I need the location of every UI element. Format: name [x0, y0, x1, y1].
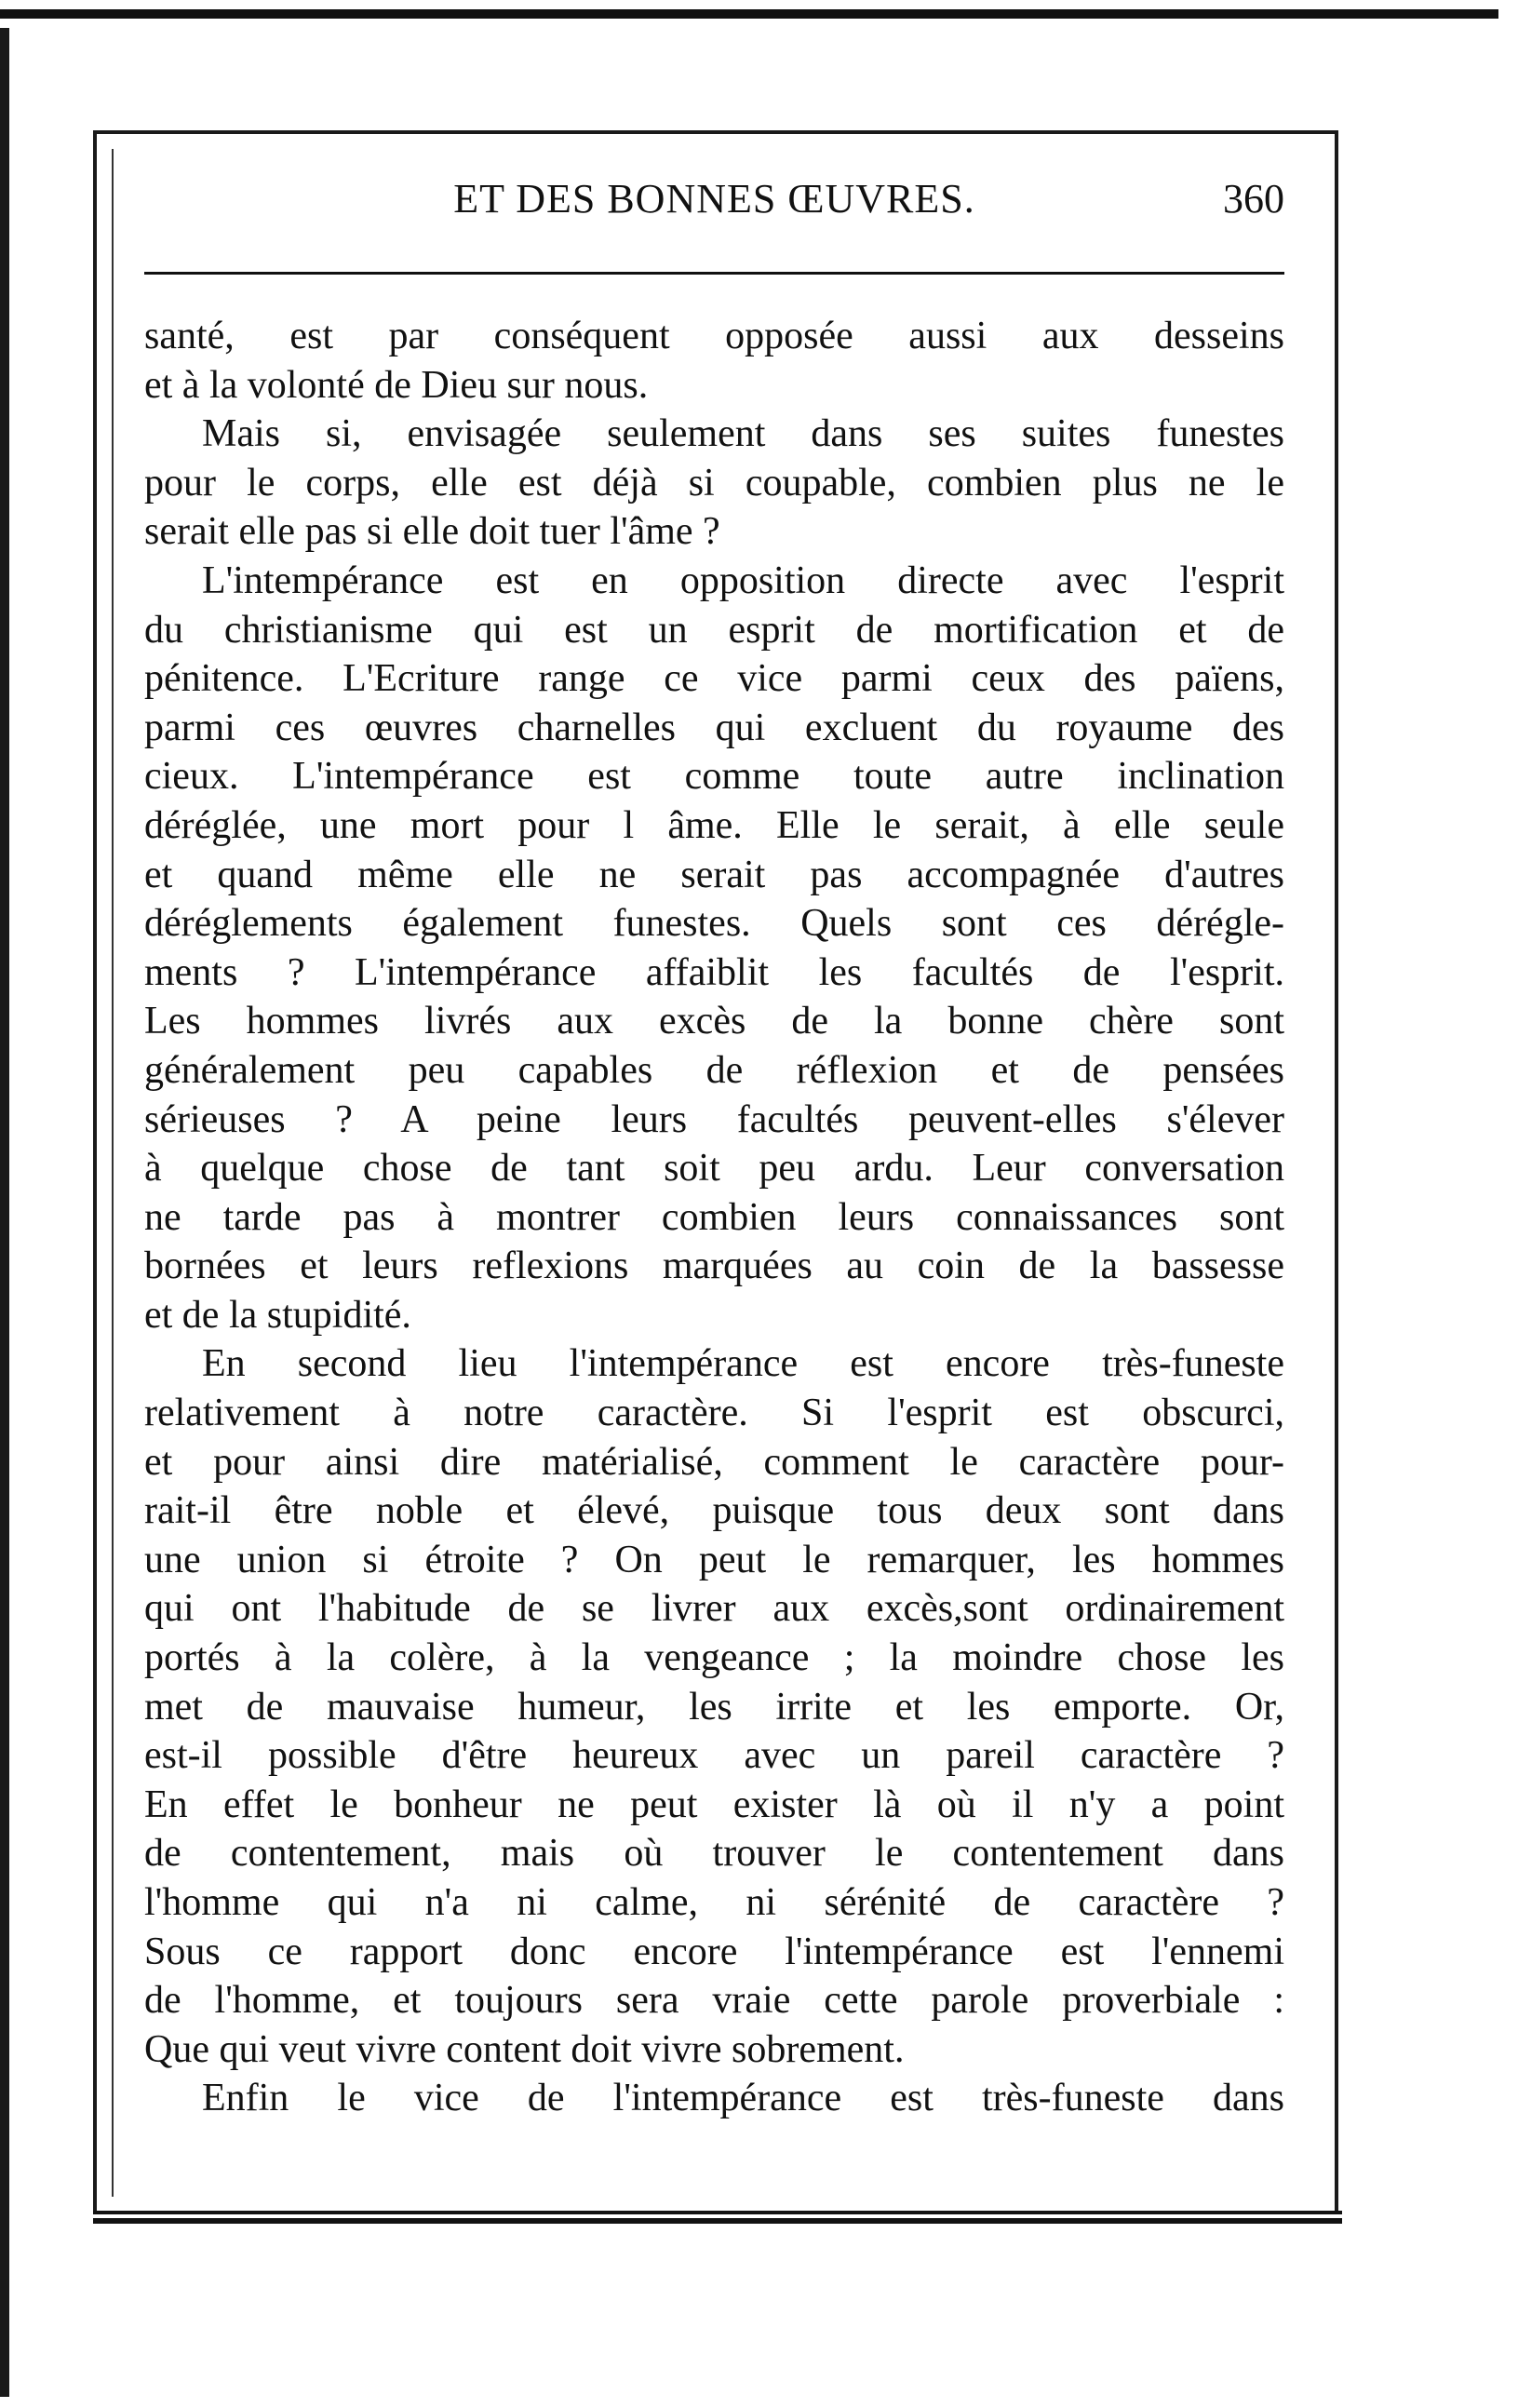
text-line: cieux. L'intempérance est comme toute autre inclination [144, 755, 1284, 799]
text-line: à quelque chose de tant soit peu ardu. Leur conversation [144, 1147, 1284, 1191]
text-line: santé, est par conséquent opposée aussi aux desseins [144, 315, 1284, 357]
text-line: bornées et leurs reflexions marquées au coin de la bassesse [144, 1244, 1284, 1288]
text-line: Que qui veut vivre content doit vivre sobrement. [144, 2027, 905, 2071]
text-line: et de la stupidité. [144, 1293, 411, 1337]
text-line: de l'homme, et toujours sera vraie cette parole proverbiale : [144, 1979, 1284, 2023]
text-line: pénitence. L'Ecriture range ce vice parmi ceux des païens, [144, 657, 1284, 701]
text-line: du christianisme qui est un esprit de mortification et de [144, 608, 1284, 652]
text-line: Mais si, envisagée seulement dans ses suites funestes [202, 412, 1284, 456]
text-line: En second lieu l'intempérance est encore très-funeste [202, 1342, 1284, 1386]
text-line: sérieuses ? A peine leurs facultés peuvent-elles s'élever [144, 1097, 1284, 1141]
running-head [144, 175, 1284, 231]
text-line: Enfin le vice de l'intempérance est très-funeste dans [202, 2077, 1284, 2120]
page-number: 360 [1223, 176, 1284, 222]
text-line: parmi ces œuvres charnelles qui excluent du royaume des [144, 706, 1284, 749]
text-line: est-il possible d'être heureux avec un pareil caractère ? [144, 1734, 1284, 1778]
text-line: et à la volonté de Dieu sur nous. [144, 363, 649, 407]
running-title: ET DES BONNES ŒUVRES. [453, 176, 975, 222]
text-line: rait-il être noble et élevé, puisque tous deux sont dans [144, 1489, 1284, 1533]
text-line: pour le corps, elle est déjà si coupable, combien plus ne le [144, 461, 1284, 504]
text-line: et quand même elle ne serait pas accompagnée d'autres [144, 853, 1284, 896]
text-line: serait elle pas si elle doit tuer l'âme ? [144, 510, 720, 554]
inner-margin-line [112, 149, 114, 2197]
text-line: et pour ainsi dire matérialisé, comment le caractère pour- [144, 1440, 1284, 1484]
text-line: met de mauvaise humeur, les irrite et les emporte. Or, [144, 1685, 1284, 1729]
text-line: de contentement, mais où trouver le contentement dans [144, 1832, 1284, 1876]
bottom-page-rule [93, 2211, 1342, 2224]
text-line: une union si étroite ? On peut le remarquer, les hommes [144, 1538, 1284, 1581]
body-text [144, 312, 1284, 2123]
text-line: portés à la colère, à la vengeance ; la moindre chose les [144, 1636, 1284, 1680]
header-rule [144, 272, 1284, 275]
text-line: relativement à notre caractère. Si l'esprit est obscurci, [144, 1392, 1284, 1435]
text-line: ne tarde pas à montrer combien leurs connaissances sont [144, 1195, 1284, 1239]
top-page-rule [0, 6, 1498, 24]
text-line: L'intempérance est en opposition directe avec l'esprit [202, 558, 1284, 602]
text-line: déréglée, une mort pour l âme. Elle le serait, à elle seule [144, 803, 1284, 847]
text-line: l'homme qui n'a ni calme, ni sérénité de caractère ? [144, 1881, 1284, 1924]
text-line: qui ont l'habitude de se livrer aux excès,sont ordinairement [144, 1587, 1284, 1631]
text-line: ments ? L'intempérance affaiblit les facultés de l'esprit. [144, 950, 1284, 994]
left-page-edge [0, 28, 9, 2397]
text-line: déréglements également funestes. Quels sont ces déréglе- [144, 902, 1284, 946]
text-line: En effet le bonheur ne peut exister là où il n'y a point [144, 1782, 1284, 1826]
text-line: Sous ce rapport donc encore l'intempérance est l'ennemi [144, 1930, 1284, 1973]
text-line: Les hommes livrés aux excès de la bonne chère sont [144, 1000, 1284, 1043]
text-line: généralement peu capables de réflexion et de pensées [144, 1048, 1284, 1092]
